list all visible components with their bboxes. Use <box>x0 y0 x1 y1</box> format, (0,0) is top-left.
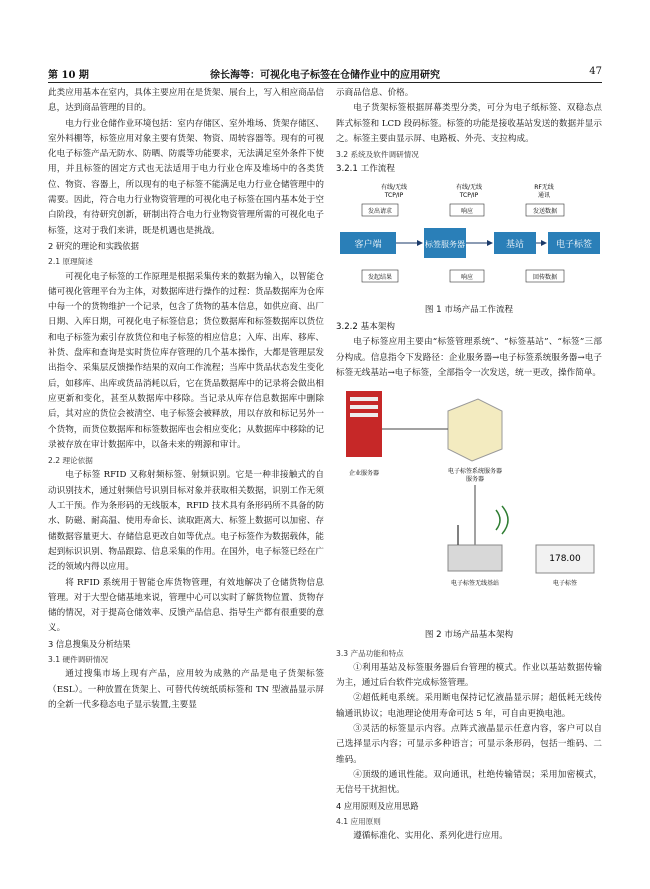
running-header <box>48 66 602 83</box>
protocol-label: 通讯 <box>537 191 551 199</box>
station-label: 电子标签无线基站 <box>450 580 500 588</box>
protocol-label: 有线/无线 <box>455 183 483 191</box>
wireless-icon <box>496 510 500 530</box>
workflow-diagram <box>336 180 602 300</box>
paragraph: 可视化电子标签的工作原理是根据采集传来的数据为输入，以智能仓储可视化管理平台为主体，对数据库进行操作的过程：货品数据库为仓库中每一个的货物维护一个记录，包含了货物的基本信息，如供应商、出厂日期、入库日期，可视化电子标签信息；货位数据库和标签数据库以货位和电子标签为索引存放货位和电子标签的相应信息；入库、出库、移库、补货、盘库和查询是实时货位库存管理的几个基本操作，大都是管理层发出指令、采集层反馈操作结果的双向工作流程；当库中货品状态发生变化后，如移库、出库或货品消耗以后，它在货品数据库中的记录将会做出相应更新和变化，甚至从数据库中移除。当记录从库存信息数据库中删除后，其对应的货位会被清空、电子标签会被释放，用以存放和标记另外一个货物，而货位数据库和标签数据库也会相应变化；从数据库中移除的记录被存放在审计数据库中，以备未来的朔源和审计。 <box>48 271 324 450</box>
figure-caption: 图 2 市场产品基本架构 <box>424 630 514 641</box>
subsection-heading: 3.3 产品功能和特点 <box>336 648 404 658</box>
station-icon <box>448 545 502 571</box>
subsubsection-heading: 3.2.2 基本架构 <box>336 322 395 333</box>
paragraph: 示商品信息、价格。 <box>336 88 414 98</box>
e-tag-label: 电子标签 <box>552 580 578 588</box>
paragraph: 电子标签应用主要由“标签管理系统”、“标签基站”、“标签”三部分构成。信息指令下发路径：企业服务器→电子标签系统服务器→电子标签无线基站→电子标签，全部指令一次发送，统一更改，操作简单。 <box>336 337 602 378</box>
paragraph: 将 RFID 系统用于智能仓库货物管理，有效地解决了仓储货物信息管理。对于大型仓储基地来说，管理中心可以实时了解货物位置、货物存储的情况，对于提高仓储效率、反馈产品信息、指导生产都有很重要的意义。 <box>48 577 324 634</box>
tag-server-label: 电子标签系统服务器 <box>447 468 503 476</box>
paragraph: 电子货架标签根据屏幕类型分类，可分为电子纸标签、双稳态点阵式标签和 LCD 段码标签。标签的功能是接收基站发送的数据并显示之。标签主要由显示屏、电路板、外壳、支拉构成。 <box>336 103 602 144</box>
client-label: 客户端 <box>354 239 382 250</box>
flow-label: 响应 <box>460 273 474 281</box>
left-column <box>48 86 324 713</box>
paragraph: 此类应用基本在室内，具体主要应用在是货架、展台上，写入相应商品信息，达到商品管理的目的。 <box>48 88 324 114</box>
right-column <box>336 86 602 844</box>
enterprise-server-label: 企业服务器 <box>348 470 380 478</box>
flow-label: 发出请求 <box>367 207 393 215</box>
subsection-heading: 2.2 理论依据 <box>48 456 93 466</box>
subsection-heading: 3.2 系统及软件调研情况 <box>336 150 419 160</box>
feature-item: ④顶级的通讯性能。双向通讯，杜绝传输错误；采用加密模式，无信号干扰担忧。 <box>336 769 602 796</box>
paragraph: 电力行业仓储作业环境包括：室内存储区、室外堆场、货架存储区、室外料棚等，标签应用对象主要有货架、物资、周转容器等。现有的可视化电子标签产品无防水、防晒、防震等功能要求，无法满足室外条件下使用，并且标签的固定方式也无法适用于电力行业仓库及堆场中的各类货位、物资、容器上，所以现有的电子标签不能满足电力行业仓储管理中的需要。因此，符合电力行业物资管理的可视化电子标签在国内基本处于空白阶段，有待研究创新，研制出符合电力行业物资管理所需的可视化电子标签，这对于我们来讲，既是机遇也是挑战。 <box>48 118 324 236</box>
flow-label: 响应 <box>460 207 474 215</box>
subsection-heading: 2.1 原理简述 <box>48 257 93 267</box>
running-title: 徐长海等：可视化电子标签在仓储作业中的应用研究 <box>210 70 440 81</box>
paragraph: 遵循标准化、实用化、系列化进行应用。 <box>353 831 508 842</box>
flow-label: 发送数据 <box>532 207 558 215</box>
feature-item: ①利用基站及标签服务器后台管理的模式。作业以基站数据传输为主，通过后台软件完成标签管理。 <box>336 662 602 689</box>
tag-label: 电子标签 <box>555 239 593 250</box>
tag-server-icon <box>448 399 502 461</box>
flow-label: 回传数据 <box>532 273 558 281</box>
page-number: 47 <box>589 66 602 77</box>
issue-number: 第 10 期 <box>48 70 89 81</box>
protocol-label: TCP/IP <box>459 191 479 199</box>
section-heading: 4 应用原则及应用思路 <box>336 800 419 811</box>
section-heading: 2 研究的理论和实践依据 <box>48 240 139 251</box>
subsection-heading: 4.1 应用原则 <box>336 816 381 826</box>
subsubsection-heading: 3.2.1 工作流程 <box>336 164 395 175</box>
server-label: 标签服务器 <box>425 239 465 249</box>
feature-item: ③灵活的标签显示内容。点阵式液晶显示任意内容，客户可以自己选择显示内容；可显示多种语言；可显示条形码，包括一维码、二维码。 <box>336 724 602 765</box>
protocol-label: 有线/无线 <box>380 183 408 191</box>
feature-item: ②超低耗电系统。采用断电保持记忆液晶显示屏；超低耗无线传输通讯协议；电池理论使用寿命可达 5 年，可自由更换电池。 <box>336 693 602 719</box>
section-heading: 3 信息搜集及分析结果 <box>48 638 131 649</box>
svg-text:服务器: 服务器 <box>465 476 485 484</box>
protocol-label: RF无线 <box>534 183 554 191</box>
subsection-heading: 3.1 硬件调研情况 <box>48 654 109 664</box>
flow-label: 发起结果 <box>367 273 393 281</box>
architecture-diagram <box>336 385 602 625</box>
protocol-label: TCP/IP <box>384 191 404 199</box>
paragraph: 电子标签 RFID 又称射频标签、射频识别。它是一种非接触式的自动识别技术，通过射频信号识别目标对象并获取相关数据，识别工作无须人工干预。作为条形码的无线版本，RFID 技术具有条形码所不具备的防水、防磁、耐高温、使用寿命长、读取距离大、标签上数据可以加密、存储数据容量更大、存储信息更改自如等优点。电子标签作为数据载体，能起到标识识别、物品跟踪、信息采集的作用。在国外，电子标签已经在广泛的领域内得以应用。 <box>48 470 324 573</box>
paragraph: 通过搜集市场上现有产品，应用较为成熟的产品是电子货架标签（ESL）。一种放置在货架上、可替代传统纸质标签和 TN 型液晶显示屏的全新一代多稳态电子显示装置,主要显 <box>48 669 324 710</box>
station-label: 基站 <box>505 239 525 250</box>
tag-display-value: 178.00 <box>549 554 581 565</box>
figure-caption: 图 1 市场产品工作流程 <box>424 304 514 315</box>
